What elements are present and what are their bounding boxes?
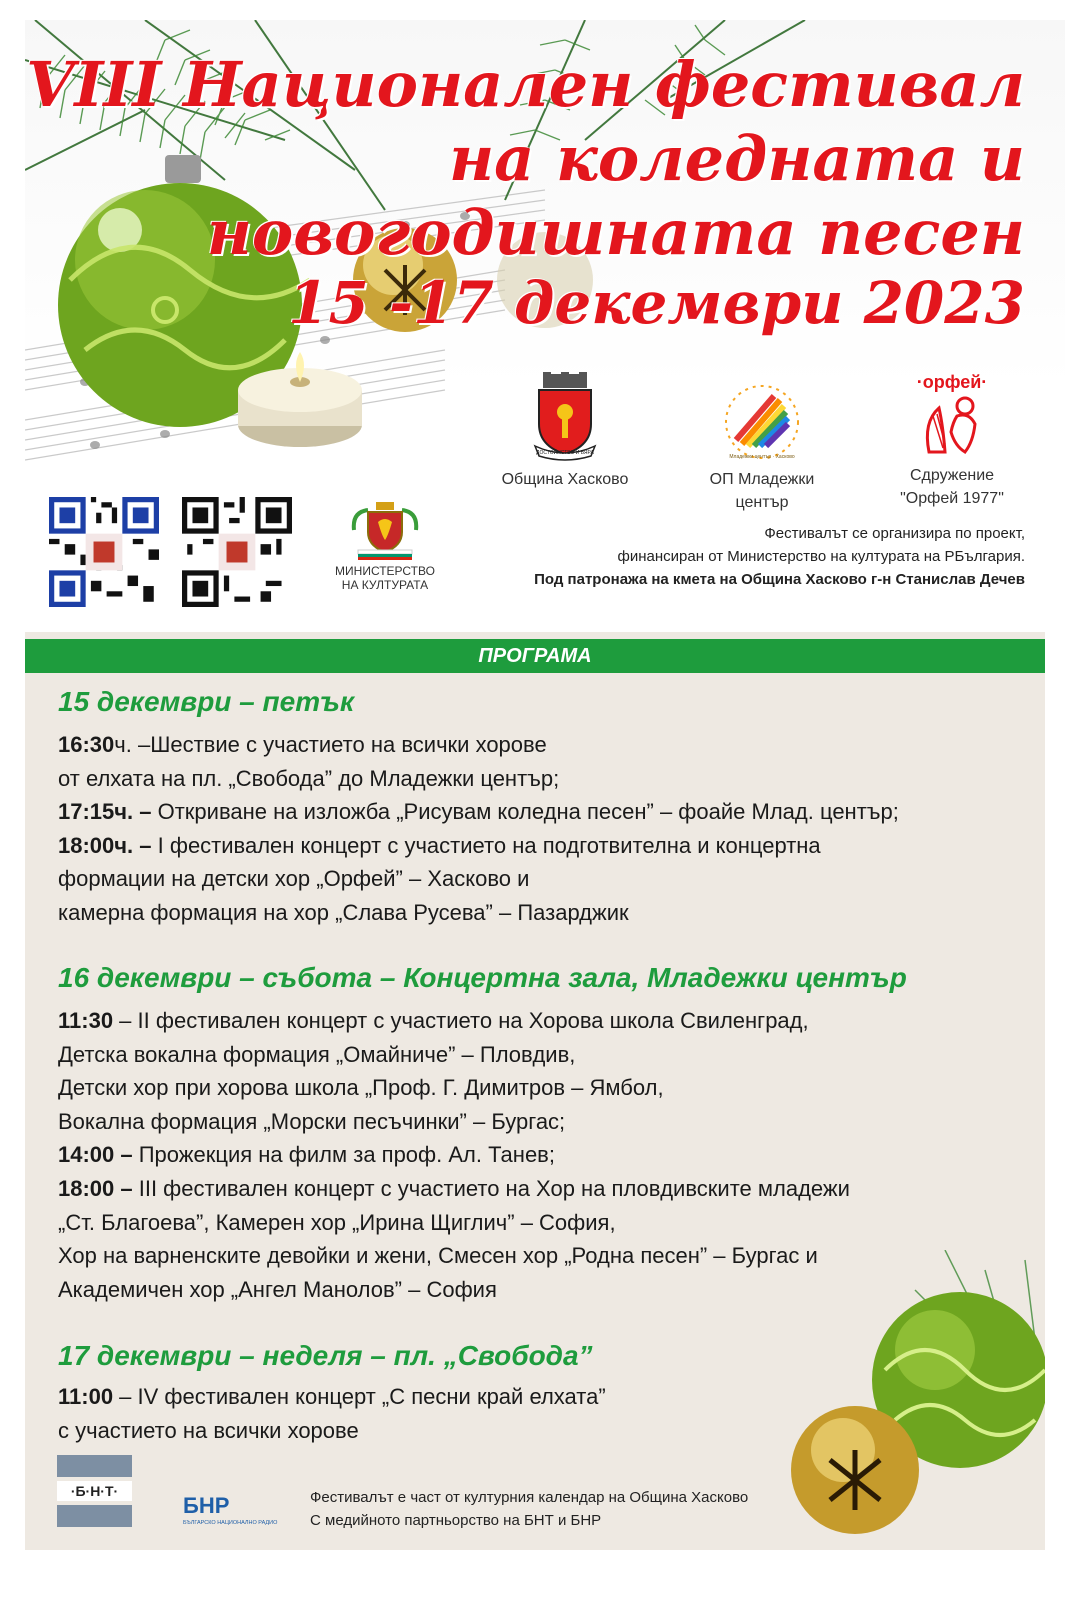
day-1-title: 15 декември – петък — [58, 686, 355, 717]
event-line: камерна формация на хор „Слава Русева” – Пазарджик — [58, 899, 629, 925]
festival-dates: 15 -17 декември 2023 — [288, 269, 1025, 337]
org-note-line1: Фестивалът се организира по проект, — [764, 525, 1025, 542]
qr-code-2[interactable] — [182, 497, 292, 607]
event-line: 18:00ч. – I фестивален концерт с участието на подготвителна и концертна — [58, 832, 821, 858]
bnr-label: БНР — [183, 1493, 230, 1518]
event-line: 11:30 – II фестивален концерт с участието на Хорова школа Свиленград, — [58, 1008, 809, 1033]
youth-center-label-line2: център — [735, 494, 789, 511]
bnt-logo — [57, 1455, 132, 1527]
municipality-seal-text: ДОСТОЙНСТВО И ВЯРА — [536, 450, 594, 456]
ministry-label-line1: МИНИСТЕРСТВО — [335, 564, 435, 578]
day-3-title: 17 декември – неделя – пл. „Свобода” — [58, 1340, 593, 1371]
event-line: 18:00 – III фестивален концерт с участието на Хор на пловдивските младежи — [58, 1175, 850, 1201]
municipality-label: Община Хасково — [501, 471, 629, 488]
day-2-events — [58, 1004, 850, 1306]
program-section — [25, 632, 1045, 1550]
youth-center-ring-text: Младежки център · Хасково — [729, 454, 795, 460]
bulgarian-coat-of-arms-icon — [348, 500, 422, 560]
event-line: Детска вокална формация „Омайниче” – Пловдив, — [58, 1041, 576, 1067]
program-heading: ПРОГРАМА — [25, 639, 1045, 673]
event-line: 14:00 – Прожекция на филм за проф. Ал. Танев; — [58, 1142, 555, 1168]
bnt-label: ·Б·Н·Т· — [70, 1483, 119, 1499]
ministry-label-line2: НА КУЛТУРАТА — [341, 578, 429, 592]
title-line-3: новогодишната песен — [206, 196, 1025, 269]
event-line: с участието на всички хорове — [58, 1417, 359, 1443]
title-line-1: VIII Национален фестивал — [26, 48, 1025, 121]
org-note-line2: финансиран от Министерство на културата на РБългария. — [617, 548, 1025, 565]
bnr-logo — [183, 1493, 283, 1527]
qr-code-1[interactable] — [49, 497, 159, 607]
orpheus-brand: ·орфей· — [916, 372, 988, 392]
orpheus-logo-block — [887, 372, 1017, 510]
org-note-line3: Под патронажа на кмета на Община Хасково г-н Станислав Дечев — [534, 571, 1025, 588]
event-line: Академичен хор „Ангел Манолов” – София — [58, 1276, 497, 1302]
festival-title — [26, 48, 1025, 340]
festival-header — [25, 20, 1065, 632]
municipality-logo-block — [500, 372, 630, 491]
orpheus-label-line1: Сдружение — [909, 467, 995, 484]
youth-center-logo-block — [697, 382, 827, 514]
day-2-title: 16 декември – събота – Концертна зала, Младежки център — [58, 962, 907, 993]
day-3-events — [58, 1380, 606, 1447]
title-line-2: на коледната и — [448, 122, 1025, 195]
event-line: Вокална формация „Морски песъчинки” – Бургас; — [58, 1108, 566, 1134]
haskovo-coat-of-arms-icon — [533, 372, 597, 462]
footer-note — [310, 1486, 748, 1532]
day-1-events — [58, 728, 899, 930]
youth-center-rainbow-logo-icon — [722, 382, 802, 462]
bnr-subtitle: БЪЛГАРСКО НАЦИОНАЛНО РАДИО — [183, 1520, 278, 1526]
event-line: 11:00 – IV фестивален концерт „С песни край елхата” — [58, 1384, 606, 1409]
event-line: формации на детски хор „Орфей” – Хасково и — [58, 866, 530, 892]
footer-line1: Фестивалът е част от културния календар на Община Хасково — [310, 1489, 749, 1506]
event-line: Хор на варненските девойки и жени, Смесен хор „Родна песен” – Бургас и — [58, 1243, 818, 1269]
event-line: Детски хор при хорова школа „Проф. Г. Димитров – Ямбол, — [58, 1075, 664, 1101]
ministry-logo-block — [330, 500, 440, 592]
organization-note — [534, 522, 1025, 591]
orpheus-label-line2: "Орфей 1977" — [900, 490, 1004, 507]
footer-line2: С медийното партньорство на БНТ и БНР — [310, 1512, 602, 1529]
event-line: от елхата на пл. „Свобода” до Младежки център; — [58, 765, 560, 791]
event-line: 16:30ч. –Шествие с участието на всички хорове — [58, 732, 547, 757]
event-line: 17:15ч. – Откриване на изложба „Рисувам коледна песен” – фоайе Млад. център; — [58, 799, 899, 825]
youth-center-label-line1: ОП Младежки — [709, 471, 815, 488]
event-line: „Ст. Благоева”, Камерен хор „Ирина Щиглич” – София, — [58, 1209, 616, 1235]
orpheus-lyre-figure-icon — [917, 392, 987, 458]
